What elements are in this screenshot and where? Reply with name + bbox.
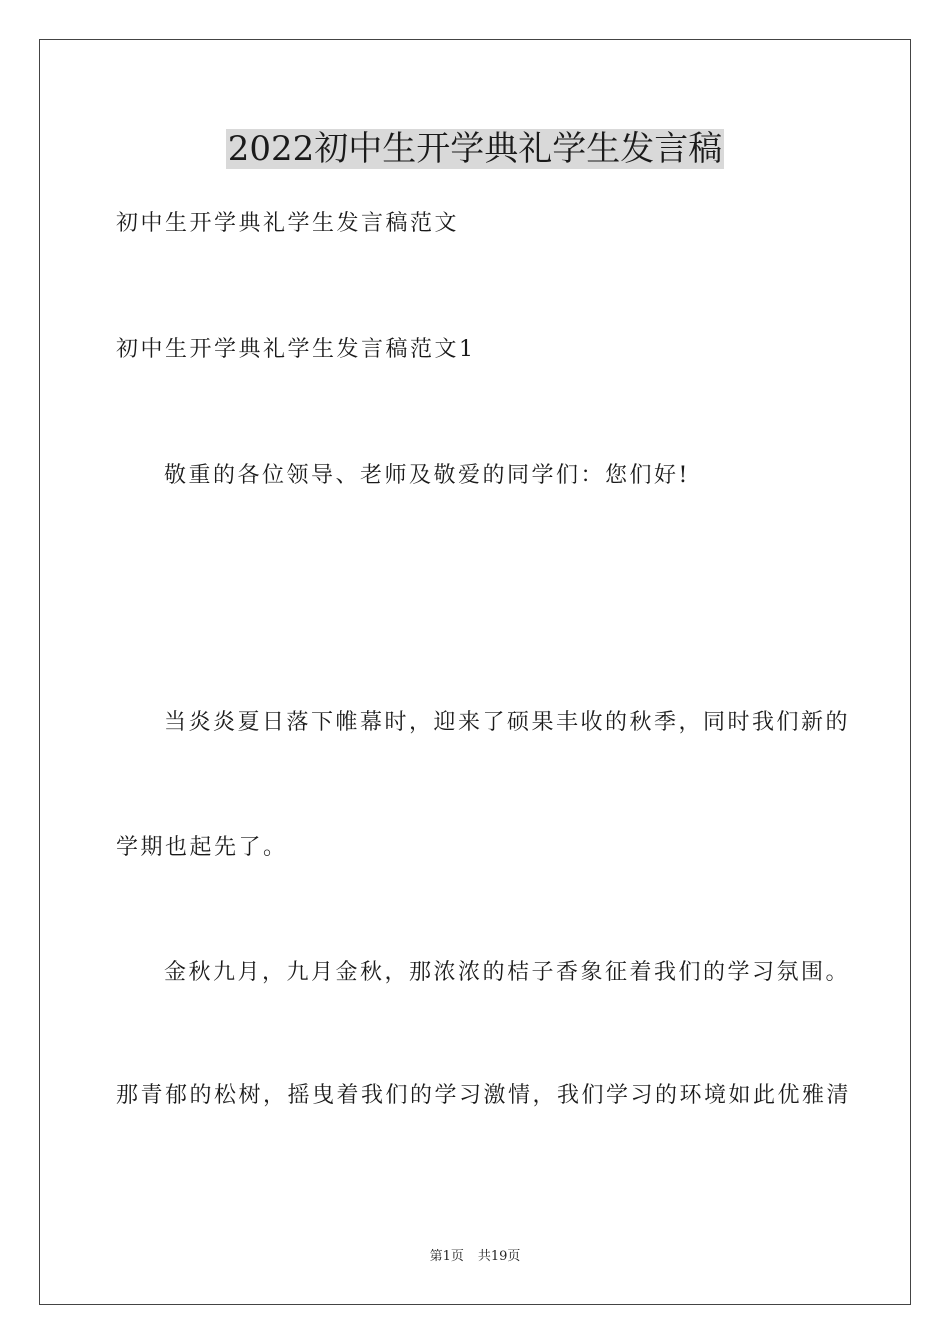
document-title-text: 2022初中生开学典礼学生发言稿 <box>227 129 723 169</box>
paragraph-line: 学期也起先了。 <box>116 835 288 860</box>
page-number: 第1页 <box>429 1249 464 1264</box>
paragraph-line: 当炎炎夏日落下帷幕时，迎来了硕果丰收的秋季，同时我们新的 <box>164 710 851 735</box>
document-subtitle: 初中生开学典礼学生发言稿范文 <box>116 211 460 236</box>
document-title <box>0 127 950 171</box>
page-total: 共19页 <box>477 1249 521 1264</box>
paragraph-line: 金秋九月，九月金秋，那浓浓的桔子香象征着我们的学习氛围。 <box>164 960 851 985</box>
page-footer <box>0 1248 950 1266</box>
paragraph-line: 那青郁的松树，摇曳着我们的学习激情，我们学习的环境如此优雅清 <box>116 1083 852 1108</box>
section-heading: 初中生开学典礼学生发言稿范文1 <box>116 337 476 362</box>
paragraph-greeting: 敬重的各位领导、老师及敬爱的同学们：您们好! <box>164 463 690 488</box>
